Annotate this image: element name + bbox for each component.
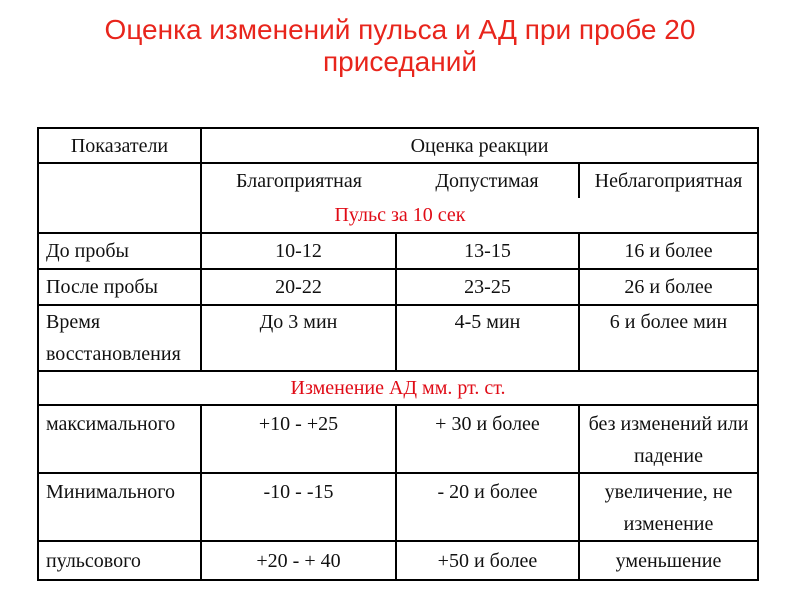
slide-title: Оценка изменений пульса и АД при пробе 20 приседаний <box>104 14 696 77</box>
row-label: До пробы <box>38 233 201 269</box>
row-label: Время восстановления <box>38 305 201 371</box>
subheader-row <box>38 163 758 198</box>
cell-acceptable: + 30 и более <box>396 405 579 473</box>
header-indicators: Показатели <box>38 128 201 163</box>
cell-acceptable: 13-15 <box>396 233 579 269</box>
cell-acceptable: - 20 и более <box>396 473 579 541</box>
cell-unfavorable: увеличение, не изменение <box>579 473 758 541</box>
table-row <box>38 541 758 580</box>
cell-acceptable: 23-25 <box>396 269 579 305</box>
table-row <box>38 405 758 473</box>
cell-favorable: 20-22 <box>201 269 396 305</box>
table-row <box>38 269 758 305</box>
column-favorable: Благоприятная <box>201 163 396 198</box>
cell-acceptable: +50 и более <box>396 541 579 580</box>
row-label: Минимального <box>38 473 201 541</box>
cell-unfavorable: уменьшение <box>579 541 758 580</box>
cell-unfavorable: без изменений или падение <box>579 405 758 473</box>
header-row <box>38 128 758 163</box>
table-row <box>38 233 758 269</box>
table-row <box>38 305 758 371</box>
column-unfavorable: Неблагоприятная <box>579 163 758 198</box>
row-label: После пробы <box>38 269 201 305</box>
row-label: пульсового <box>38 541 201 580</box>
cell-favorable: -10 - -15 <box>201 473 396 541</box>
cell-unfavorable: 16 и более <box>579 233 758 269</box>
cell-favorable: +10 - +25 <box>201 405 396 473</box>
cell-acceptable: 4-5 мин <box>396 305 579 371</box>
pulse-section-title: Пульс за 10 сек <box>201 198 758 233</box>
column-acceptable: Допустимая <box>396 163 579 198</box>
table-row <box>38 473 758 541</box>
evaluation-table <box>37 127 759 581</box>
cell-favorable: 10-12 <box>201 233 396 269</box>
cell-unfavorable: 6 и более мин <box>579 305 758 371</box>
header-blank-cell <box>38 163 201 233</box>
bp-section-title: Изменение АД мм. рт. ст. <box>38 371 758 405</box>
cell-favorable: +20 - + 40 <box>201 541 396 580</box>
row-label: максимального <box>38 405 201 473</box>
header-evaluation: Оценка реакции <box>201 128 758 163</box>
cell-favorable: До 3 мин <box>201 305 396 371</box>
bp-section-row <box>38 371 758 405</box>
cell-unfavorable: 26 и более <box>579 269 758 305</box>
